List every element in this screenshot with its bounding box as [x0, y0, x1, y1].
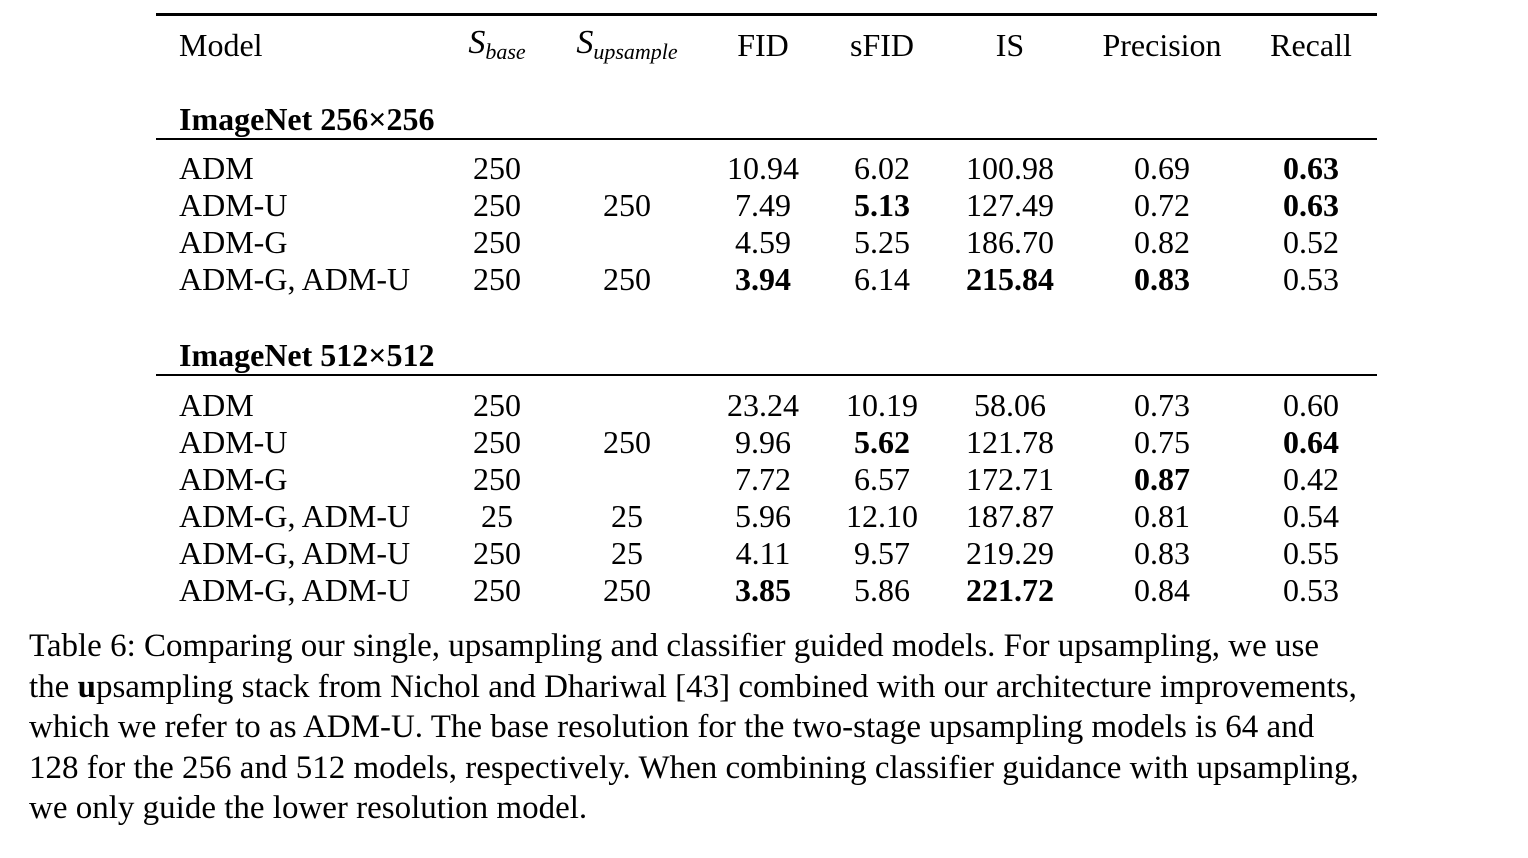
header-s-base — [468, 24, 525, 71]
cell-recall: 0.63 — [1283, 150, 1339, 186]
cell-recall: 0.52 — [1283, 224, 1339, 260]
table-caption — [29, 626, 1509, 829]
cell-s-upsample: 250 — [603, 187, 651, 223]
cell-model: ADM-G, ADM-U — [179, 498, 411, 534]
header-model: Model — [179, 27, 263, 63]
header-sfid: sFID — [849, 27, 915, 63]
caption-bold-letter: u — [77, 668, 96, 705]
cell-model: ADM-U — [179, 424, 288, 460]
cell-precision: 0.82 — [1134, 224, 1190, 260]
cell-is: 172.71 — [966, 461, 1054, 497]
table-top-rule — [156, 13, 1377, 16]
cell-fid: 4.11 — [735, 535, 791, 571]
cell-sfid: 5.62 — [854, 424, 910, 460]
caption-line: 128 for the 256 and 512 models, respectively. When combining classifier guidance with upsampling, — [29, 749, 1359, 786]
cell-s-base: 250 — [473, 224, 521, 260]
section-title: ImageNet 256×256 — [179, 101, 435, 137]
cell-sfid: 5.86 — [854, 572, 910, 608]
caption-line: Table 6: Comparing our single, upsampling and classifier guided models. For upsampling, we use — [29, 628, 1319, 664]
cell-s-upsample: 250 — [603, 572, 651, 608]
cell-recall: 0.53 — [1283, 572, 1339, 608]
cell-sfid: 6.14 — [854, 261, 910, 297]
cell-s-base: 250 — [473, 187, 521, 223]
cell-is: 100.98 — [966, 150, 1054, 186]
cell-s-base: 250 — [473, 461, 521, 497]
cell-sfid: 12.10 — [846, 498, 918, 534]
header-s-upsample — [576, 24, 677, 71]
cell-s-upsample: 25 — [611, 498, 643, 534]
cell-s-base: 250 — [473, 424, 521, 460]
header-precision: Precision — [1102, 27, 1222, 63]
cell-model: ADM-U — [179, 187, 288, 223]
caption-text: the — [29, 668, 78, 705]
cell-s-base: 25 — [481, 498, 513, 534]
cell-is: 127.49 — [966, 187, 1054, 223]
cell-model: ADM-G — [179, 224, 288, 260]
cell-s-base: 250 — [473, 150, 521, 186]
header-recall: Recall — [1270, 27, 1352, 63]
cell-is: 186.70 — [966, 224, 1054, 260]
cell-recall: 0.42 — [1283, 461, 1339, 497]
section-rule — [156, 374, 1377, 376]
cell-recall: 0.60 — [1283, 387, 1339, 423]
cell-fid: 4.59 — [735, 224, 791, 260]
cell-is: 187.87 — [966, 498, 1054, 534]
cell-s-base: 250 — [473, 261, 521, 297]
header-fid: FID — [737, 27, 789, 63]
cell-sfid: 5.25 — [854, 224, 910, 260]
cell-model: ADM — [179, 150, 254, 186]
cell-s-upsample: 250 — [603, 261, 651, 297]
cell-sfid: 6.02 — [854, 150, 910, 186]
header-s-upsample-subscript: upsample — [593, 39, 678, 65]
header-s-base-symbol: S — [468, 24, 486, 61]
caption-text: psampling stack from Nichol and Dhariwal [43] combined with our architecture improvements, — [95, 668, 1357, 705]
section-rule — [156, 138, 1377, 140]
cell-recall: 0.63 — [1283, 187, 1339, 223]
cell-fid: 3.85 — [735, 572, 791, 608]
caption-line: which we refer to as ADM-U. The base resolution for the two-stage upsampling models is 64 and — [29, 709, 1315, 745]
cell-recall: 0.54 — [1283, 498, 1339, 534]
caption-line — [29, 667, 1509, 708]
cell-is: 219.29 — [966, 535, 1054, 571]
cell-is: 221.72 — [966, 572, 1054, 608]
cell-precision: 0.84 — [1134, 572, 1190, 608]
cell-is: 215.84 — [966, 261, 1054, 297]
cell-sfid: 9.57 — [854, 535, 910, 571]
cell-precision: 0.69 — [1134, 150, 1190, 186]
cell-fid: 3.94 — [735, 261, 791, 297]
cell-fid: 7.49 — [735, 187, 791, 223]
cell-s-base: 250 — [473, 572, 521, 608]
cell-precision: 0.83 — [1134, 261, 1190, 297]
cell-precision: 0.73 — [1134, 387, 1190, 423]
cell-model: ADM-G — [179, 461, 288, 497]
cell-model: ADM-G, ADM-U — [179, 535, 411, 571]
cell-s-upsample: 250 — [603, 424, 651, 460]
cell-recall: 0.53 — [1283, 261, 1339, 297]
cell-model: ADM — [179, 387, 254, 423]
cell-sfid: 6.57 — [854, 461, 910, 497]
cell-precision: 0.75 — [1134, 424, 1190, 460]
cell-fid: 23.24 — [727, 387, 799, 423]
cell-s-base: 250 — [473, 535, 521, 571]
header-s-upsample-symbol: S — [576, 24, 594, 61]
cell-sfid: 5.13 — [854, 187, 910, 223]
cell-is: 121.78 — [966, 424, 1054, 460]
cell-fid: 5.96 — [735, 498, 791, 534]
cell-recall: 0.55 — [1283, 535, 1339, 571]
cell-fid: 9.96 — [735, 424, 791, 460]
cell-fid: 7.72 — [735, 461, 791, 497]
header-s-base-subscript: base — [485, 39, 526, 65]
cell-is: 58.06 — [974, 387, 1046, 423]
cell-sfid: 10.19 — [846, 387, 918, 423]
cell-model: ADM-G, ADM-U — [179, 572, 411, 608]
cell-precision: 0.83 — [1134, 535, 1190, 571]
cell-precision: 0.72 — [1134, 187, 1190, 223]
cell-precision: 0.87 — [1134, 461, 1190, 497]
cell-recall: 0.64 — [1283, 424, 1339, 460]
header-is: IS — [995, 27, 1025, 63]
cell-model: ADM-G, ADM-U — [179, 261, 411, 297]
cell-s-upsample: 25 — [611, 535, 643, 571]
section-title: ImageNet 512×512 — [179, 337, 435, 373]
cell-fid: 10.94 — [727, 150, 799, 186]
cell-s-base: 250 — [473, 387, 521, 423]
cell-precision: 0.81 — [1134, 498, 1190, 534]
caption-line: we only guide the lower resolution model. — [29, 790, 588, 826]
